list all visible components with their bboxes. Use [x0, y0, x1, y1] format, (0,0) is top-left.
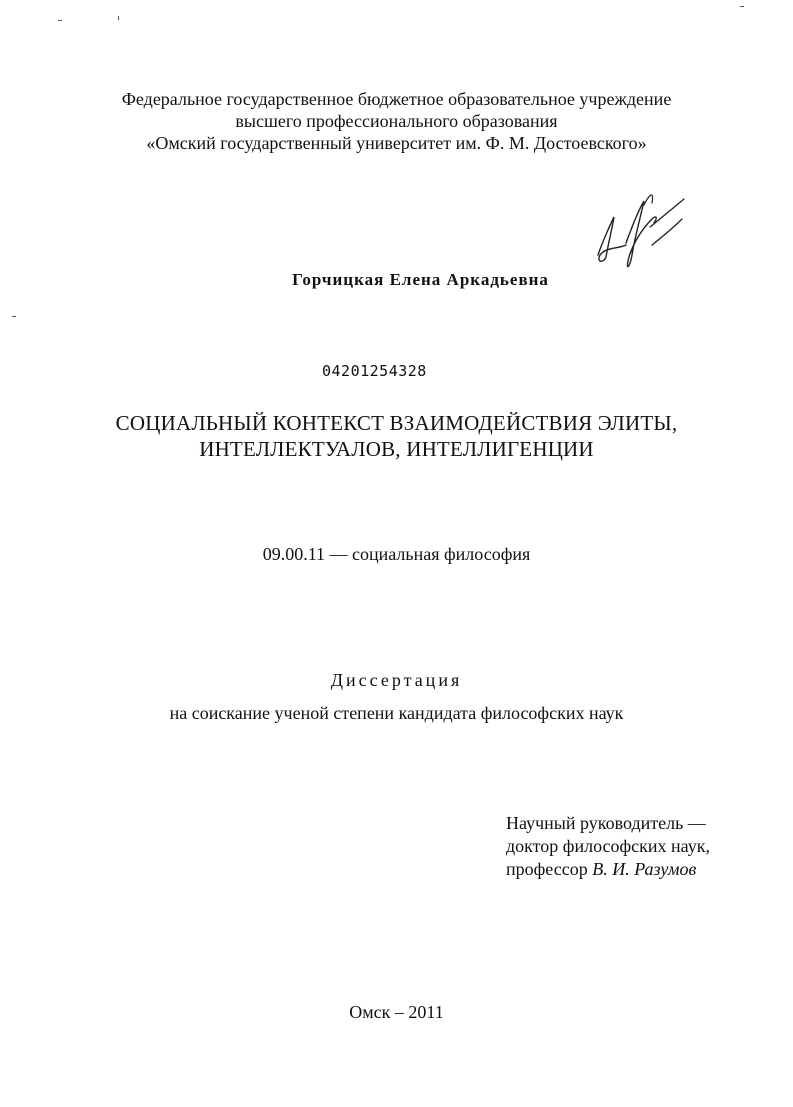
specialty-code: 09.00.11 — социальная философия: [262, 544, 531, 564]
catalog-number: 04201254328: [322, 362, 427, 380]
handwritten-signature: [592, 183, 692, 273]
dissertation-title-line-2: ИНТЕЛЛЕКТУАЛОВ, ИНТЕЛЛИГЕНЦИИ: [199, 437, 594, 461]
advisor-name: В. И. Разумов: [592, 859, 697, 879]
dissertation-subtitle: на соискание ученой степени кандидата философских наук: [169, 703, 624, 723]
institution-line-2: высшего профессионального образования: [235, 111, 558, 131]
advisor-line-3: [506, 858, 696, 881]
scan-speck: [58, 20, 62, 21]
advisor-line-1: Научный руководитель —: [506, 813, 706, 833]
advisor-title: профессор: [506, 859, 593, 879]
dissertation-label: Диссертация: [330, 670, 463, 690]
institution-line-3: «Омский государственный университет им. Ф. М. Достоевского»: [146, 133, 647, 153]
institution-line-1: Федеральное государственное бюджетное образовательное учреждение: [121, 89, 672, 109]
advisor-line-2: доктор философских наук,: [506, 836, 710, 856]
scan-speck: [740, 6, 744, 7]
dissertation-title-line-1: СОЦИАЛЬНЫЙ КОНТЕКСТ ВЗАИМОДЕЙСТВИЯ ЭЛИТЫ,: [115, 411, 678, 435]
scan-speck: [118, 16, 119, 20]
scan-speck: [12, 316, 16, 317]
author-name: Горчицкая Елена Аркадьевна: [292, 270, 549, 289]
city-year: Омск – 2011: [349, 1002, 444, 1022]
